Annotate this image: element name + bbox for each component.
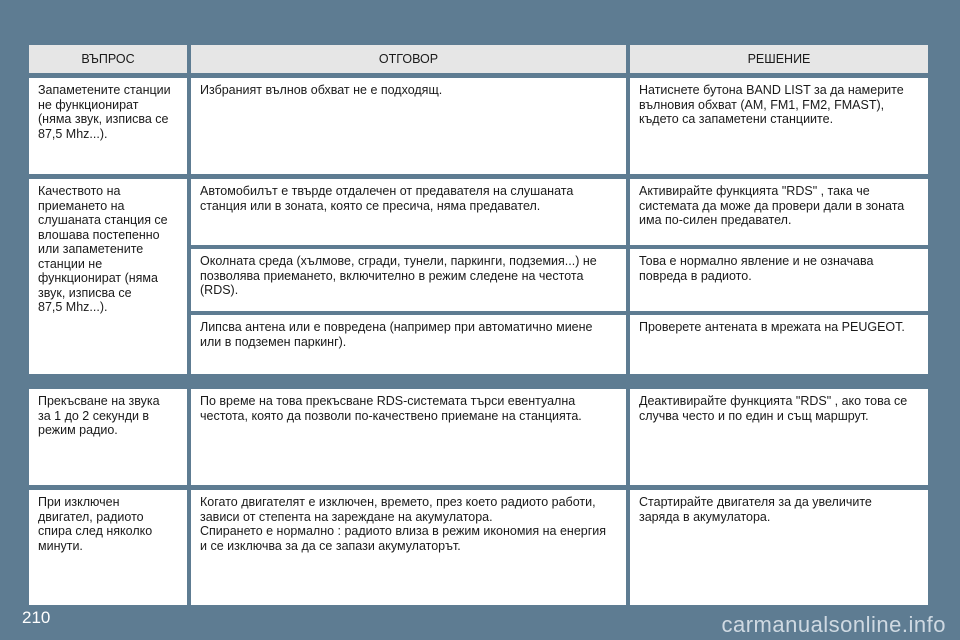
row4-solution: Стартирайте двигателя за да увеличите заряда в акумулатора. <box>630 490 928 605</box>
page-number: 210 <box>22 608 51 627</box>
row4-answer: Когато двигателят е изключен, времето, през което радиото работи, зависи от степента на зареждане на акумулатора. Спирането е нормално : радиото влиза в режим икономия на енергия и се изключва за да се запази акумулаторът. <box>191 490 626 605</box>
header-answer: ОТГОВОР <box>191 45 626 73</box>
row4-question: При изключен двигател, радиото спира след няколко минути. <box>29 490 187 605</box>
row2-question: Качеството на приемането на слушаната станция се влошава постепенно или запаметените станции не функционират (няма звук, изписва се 87,5 Mhz...). <box>29 179 187 374</box>
row2-answer2: Околната среда (хълмове, сгради, тунели, паркинги, подземия...) не позволява приемането, включително в режим следене на честота (RDS). <box>191 249 626 311</box>
row3-question: Прекъсване на звука за 1 до 2 секунди в режим радио. <box>29 389 187 485</box>
row3-solution: Деактивирайте функцията "RDS" , ако това се случва често и по един и същ маршрут. <box>630 389 928 485</box>
row2-solution1: Активирайте функцията "RDS" , така че системата да може да провери дали в зоната има по-силен предавател. <box>630 179 928 245</box>
watermark: carmanualsonline.info <box>721 612 946 637</box>
row2-answer1: Автомобилът е твърде отдалечен от предавателя на слушаната станция или в зоната, която се пресича, няма предавател. <box>191 179 626 245</box>
row1-question: Запаметените станции не функционират (няма звук, изписва се 87,5 Mhz...). <box>29 78 187 174</box>
row2-answer3: Липсва антена или е повредена (например при автоматично миене или в подземен паркинг). <box>191 315 626 374</box>
row2-solution3: Проверете антената в мрежата на PEUGEOT. <box>630 315 928 374</box>
row1-solution: Натиснете бутона BAND LIST за да намерите вълновия обхват (AM, FM1, FM2, FMAST), където са запаметени станциите. <box>630 78 928 174</box>
row3-answer: По време на това прекъсване RDS-системата търси евентуална честота, която да позволи по-качествено приемане на станцията. <box>191 389 626 485</box>
header-solution: РЕШЕНИЕ <box>630 45 928 73</box>
row1-answer: Избраният вълнов обхват не е подходящ. <box>191 78 626 174</box>
row2-solution2: Това е нормално явление и не означава повреда в радиото. <box>630 249 928 311</box>
header-question: ВЪПРОС <box>29 45 187 73</box>
